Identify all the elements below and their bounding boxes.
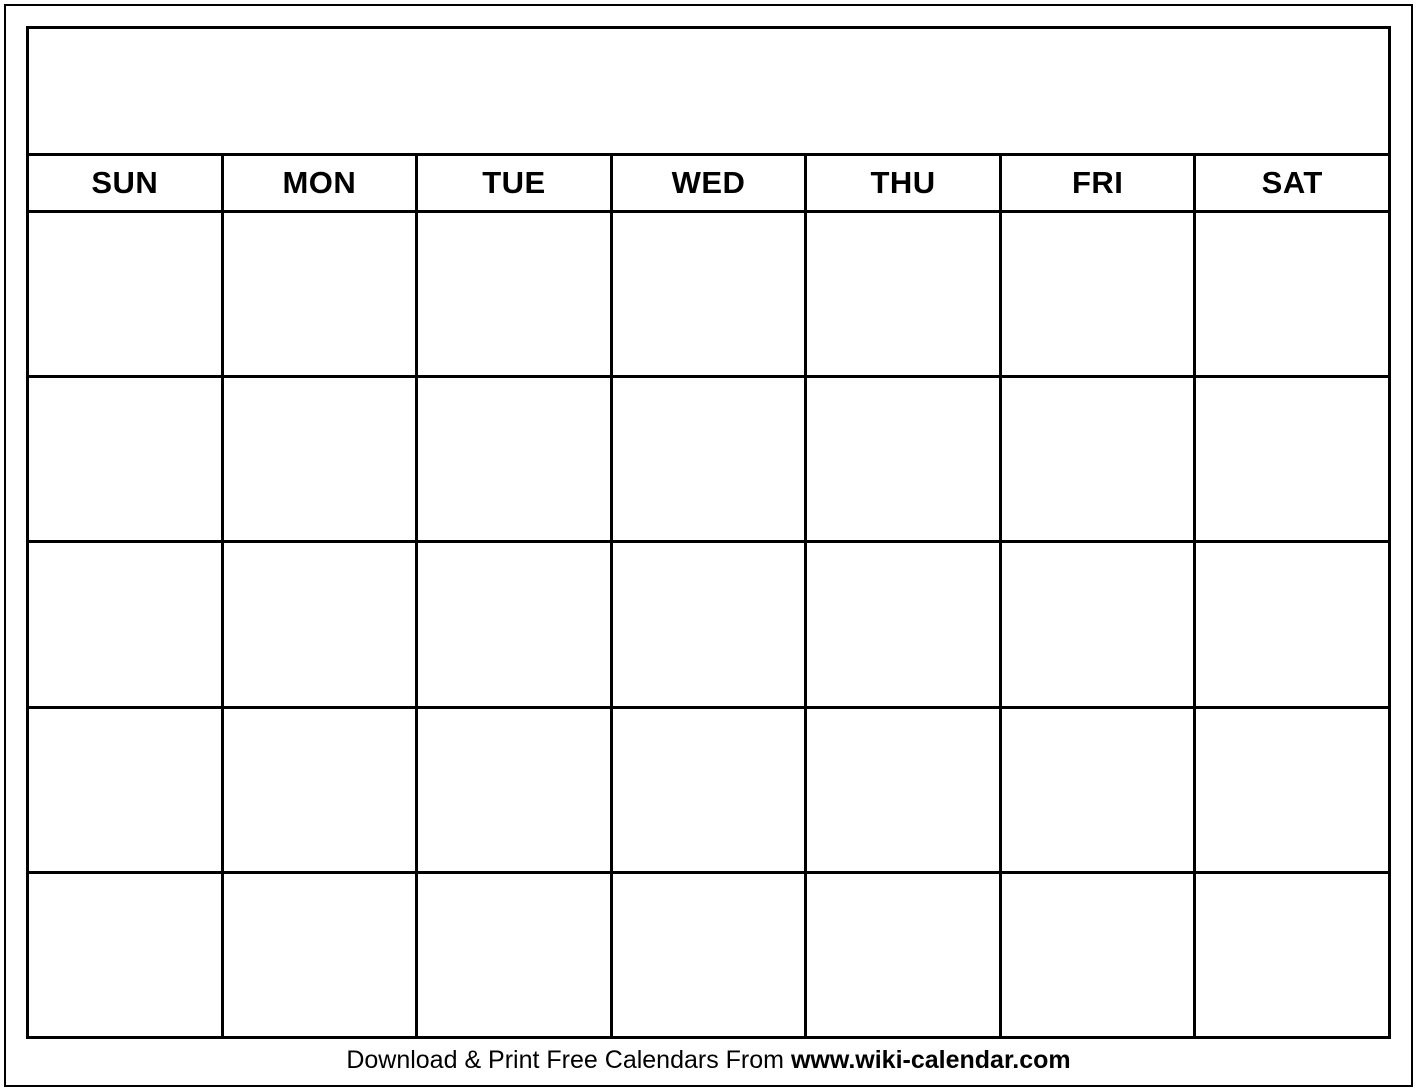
day-cell[interactable] — [418, 874, 613, 1036]
week-row — [29, 874, 1388, 1036]
day-cell[interactable] — [418, 213, 613, 375]
footer-attribution — [0, 1046, 1417, 1075]
day-cell[interactable] — [807, 709, 1002, 871]
day-cell[interactable] — [1002, 543, 1197, 705]
day-cell[interactable] — [613, 543, 808, 705]
month-title-row — [29, 29, 1388, 156]
day-cell[interactable] — [418, 709, 613, 871]
day-cell[interactable] — [613, 709, 808, 871]
day-cell[interactable] — [29, 874, 224, 1036]
day-cell[interactable] — [807, 213, 1002, 375]
day-cell[interactable] — [29, 543, 224, 705]
day-cell[interactable] — [613, 378, 808, 540]
footer-site-link[interactable]: www.wiki-calendar.com — [790, 1046, 1071, 1074]
day-cell[interactable] — [418, 378, 613, 540]
day-cell[interactable] — [1002, 709, 1197, 871]
day-cell[interactable] — [29, 213, 224, 375]
day-cell[interactable] — [1196, 213, 1388, 375]
day-cell[interactable] — [224, 378, 419, 540]
day-cell[interactable] — [224, 213, 419, 375]
weekday-header-thu: THU — [807, 156, 1002, 210]
day-cell[interactable] — [807, 543, 1002, 705]
day-cell[interactable] — [418, 543, 613, 705]
week-row — [29, 378, 1388, 543]
weekday-header-row — [29, 156, 1388, 213]
day-cell[interactable] — [1196, 543, 1388, 705]
day-cell[interactable] — [1196, 709, 1388, 871]
day-cell[interactable] — [807, 874, 1002, 1036]
weekday-header-wed: WED — [613, 156, 808, 210]
week-row — [29, 213, 1388, 378]
day-cell[interactable] — [1196, 378, 1388, 540]
calendar-weeks — [29, 213, 1388, 1036]
day-cell[interactable] — [1002, 378, 1197, 540]
day-cell[interactable] — [1002, 213, 1197, 375]
day-cell[interactable] — [224, 709, 419, 871]
day-cell[interactable] — [1002, 874, 1197, 1036]
day-cell[interactable] — [613, 213, 808, 375]
week-row — [29, 709, 1388, 874]
week-row — [29, 543, 1388, 708]
weekday-header-sun: SUN — [29, 156, 224, 210]
day-cell[interactable] — [1196, 874, 1388, 1036]
day-cell[interactable] — [29, 709, 224, 871]
day-cell[interactable] — [29, 378, 224, 540]
calendar-grid — [26, 26, 1391, 1039]
day-cell[interactable] — [613, 874, 808, 1036]
weekday-header-sat: SAT — [1261, 165, 1323, 200]
day-cell[interactable] — [224, 874, 419, 1036]
weekday-header-mon: MON — [224, 156, 419, 210]
day-cell[interactable] — [224, 543, 419, 705]
weekday-header-fri: FRI — [1002, 156, 1197, 210]
weekday-header-tue: TUE — [418, 156, 613, 210]
day-cell[interactable] — [807, 378, 1002, 540]
footer-text: Download & Print Free Calendars From — [346, 1046, 791, 1074]
